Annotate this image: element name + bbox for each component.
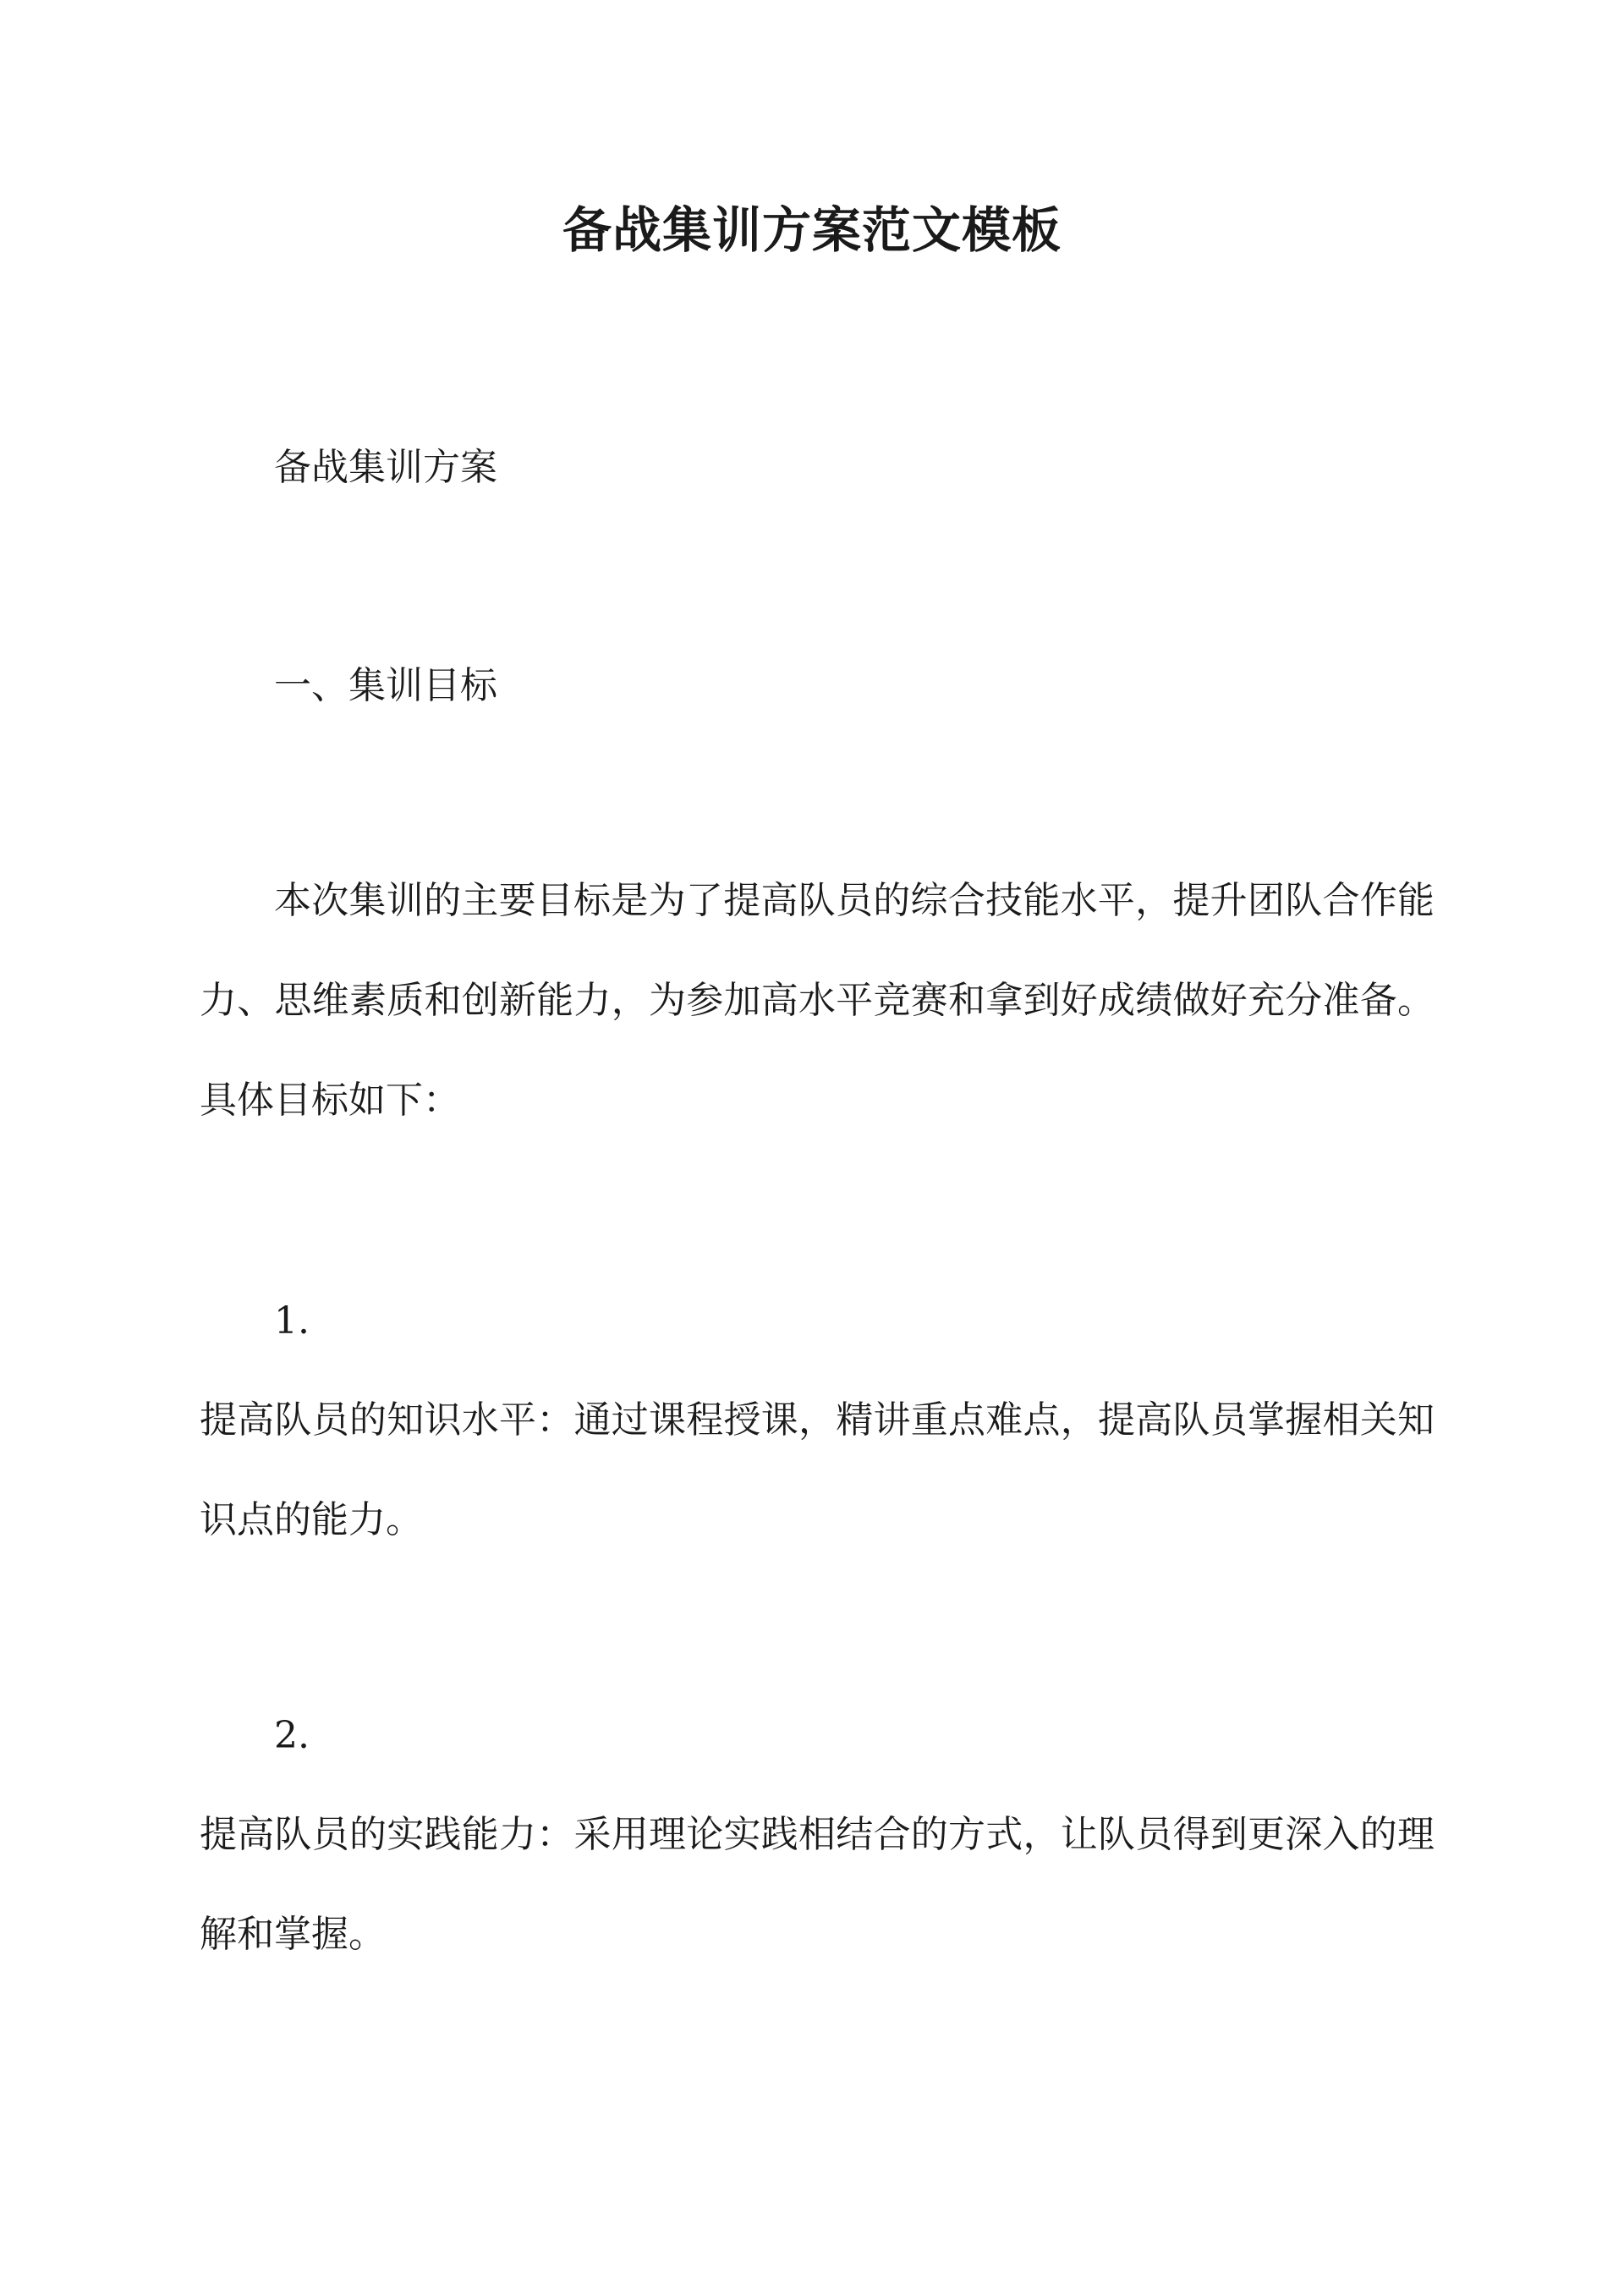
- document-subtitle: 备战集训方案: [274, 446, 497, 489]
- section-heading-goals: 一、集训目标: [274, 664, 497, 707]
- list-item-text-1: 提高队员的知识水平：通过课程授课，精讲重点难点，提高队员掌握相关知识点的能力。: [200, 1398, 1435, 1541]
- list-item-text-2: 提高队员的实践能力：采用理论实践相结合的方式，让队员得到更深入的理解和掌握。: [200, 1813, 1435, 1956]
- list-item-number-1: 1.: [274, 1299, 310, 1343]
- document-title: 备战集训方案范文模板: [562, 201, 1062, 259]
- list-item-number-2: 2.: [274, 1714, 310, 1757]
- section-body-goals: 本次集训的主要目标是为了提高队员的综合技能水平，提升团队合作能力、思维素质和创新能力，为参加高水平竞赛和拿到好成绩做好充分准备。具体目标如下：: [200, 879, 1435, 1122]
